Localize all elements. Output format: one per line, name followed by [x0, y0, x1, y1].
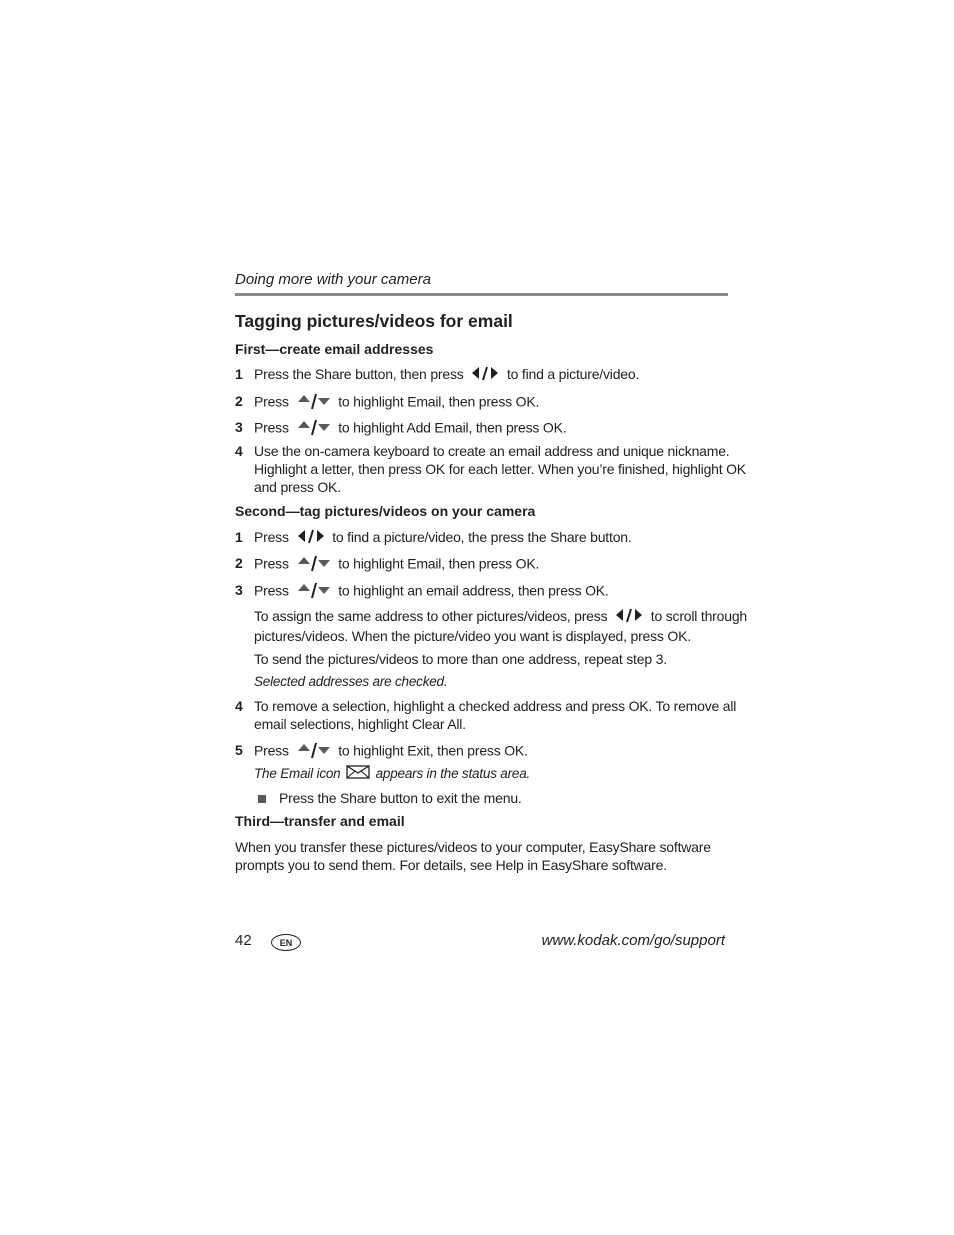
language-badge: EN	[271, 934, 301, 951]
step-line: and press OK.	[254, 479, 341, 495]
left-right-arrows-icon	[297, 528, 325, 548]
step-text: to highlight Email, then press OK.	[338, 555, 540, 572]
step-number: 4	[235, 698, 243, 714]
note-text: The Email icon	[254, 766, 341, 782]
up-down-arrows-icon	[297, 554, 331, 576]
section-heading-second: Second—tag pictures/videos on your camera	[235, 503, 536, 519]
step-line: To remove a selection, highlight a checked address and press OK. To remove all	[254, 698, 737, 714]
email-envelope-icon	[346, 765, 370, 784]
section-heading-third: Third—transfer and email	[235, 813, 405, 829]
send-more-paragraph: To send the pictures/videos to more than one address, repeat step 3.	[254, 651, 667, 667]
step-second-4	[254, 697, 736, 733]
step-text: Press	[254, 419, 289, 436]
step-text: to highlight Email, then press OK.	[338, 393, 540, 410]
step-number: 1	[235, 529, 243, 545]
step-text: Press	[254, 582, 289, 599]
step-number: 1	[235, 366, 243, 382]
up-down-arrows-icon	[297, 418, 331, 440]
step-number: 3	[235, 419, 243, 435]
step-text: to find a picture/video.	[506, 366, 640, 382]
step-line: email selections, highlight Clear All.	[254, 716, 466, 732]
para-line: prompts you to send them. For details, see Help in EasyShare software.	[235, 857, 667, 873]
step-number: 2	[235, 555, 243, 571]
up-down-arrows-icon	[297, 392, 331, 414]
header-rule	[235, 293, 728, 296]
step-number: 3	[235, 582, 243, 598]
step-first-4	[254, 442, 746, 496]
step-first-2	[254, 392, 539, 414]
page-number: 42	[235, 932, 252, 949]
step-text: to highlight an email address, then press OK.	[338, 582, 609, 599]
step-line: Use the on-camera keyboard to create an email address and unique nickname.	[254, 443, 730, 459]
step-text: Press	[254, 393, 289, 410]
bullet-square	[258, 795, 266, 803]
step-text: to highlight Add Email, then press OK.	[338, 419, 567, 436]
para-text: To assign the same address to other pictures/videos, press	[254, 608, 608, 624]
section-heading-first: First—create email addresses	[235, 341, 434, 357]
step-second-3	[254, 581, 609, 603]
assign-paragraph	[254, 607, 747, 645]
step-second-5	[254, 741, 528, 763]
note-text: appears in the status area.	[375, 766, 531, 782]
support-url[interactable]: www.kodak.com/go/support	[541, 932, 725, 949]
para-text: to scroll through	[650, 608, 747, 624]
step-line: Highlight a letter, then press OK for each letter. When you’re finished, highlight OK	[254, 461, 746, 477]
bullet-text: Press the Share button to exit the menu.	[279, 790, 522, 806]
step-first-3	[254, 418, 566, 440]
step-text: Press	[254, 742, 289, 759]
step-text: Press	[254, 529, 289, 545]
step-text: Press	[254, 555, 289, 572]
step-second-1	[254, 528, 632, 548]
note-email-icon	[254, 765, 530, 784]
running-head: Doing more with your camera	[235, 271, 431, 288]
para-line: When you transfer these pictures/videos to your computer, EasyShare software	[235, 839, 711, 855]
step-text: Press the Share button, then press	[254, 366, 464, 382]
step-text: to highlight Exit, then press OK.	[338, 742, 528, 759]
left-right-arrows-icon	[471, 365, 499, 385]
para-line: pictures/videos. When the picture/video you want is displayed, press OK.	[254, 628, 691, 645]
step-text: to find a picture/video, the press the Share button.	[332, 529, 632, 545]
step-first-1	[254, 365, 639, 385]
up-down-arrows-icon	[297, 741, 331, 763]
step-second-2	[254, 554, 539, 576]
step-number: 2	[235, 393, 243, 409]
page-title: Tagging pictures/videos for email	[235, 311, 513, 331]
left-right-arrows-icon	[615, 607, 643, 627]
step-number: 4	[235, 443, 243, 459]
third-paragraph	[235, 838, 711, 874]
step-number: 5	[235, 742, 243, 758]
note-checked: Selected addresses are checked.	[254, 674, 448, 689]
up-down-arrows-icon	[297, 581, 331, 603]
